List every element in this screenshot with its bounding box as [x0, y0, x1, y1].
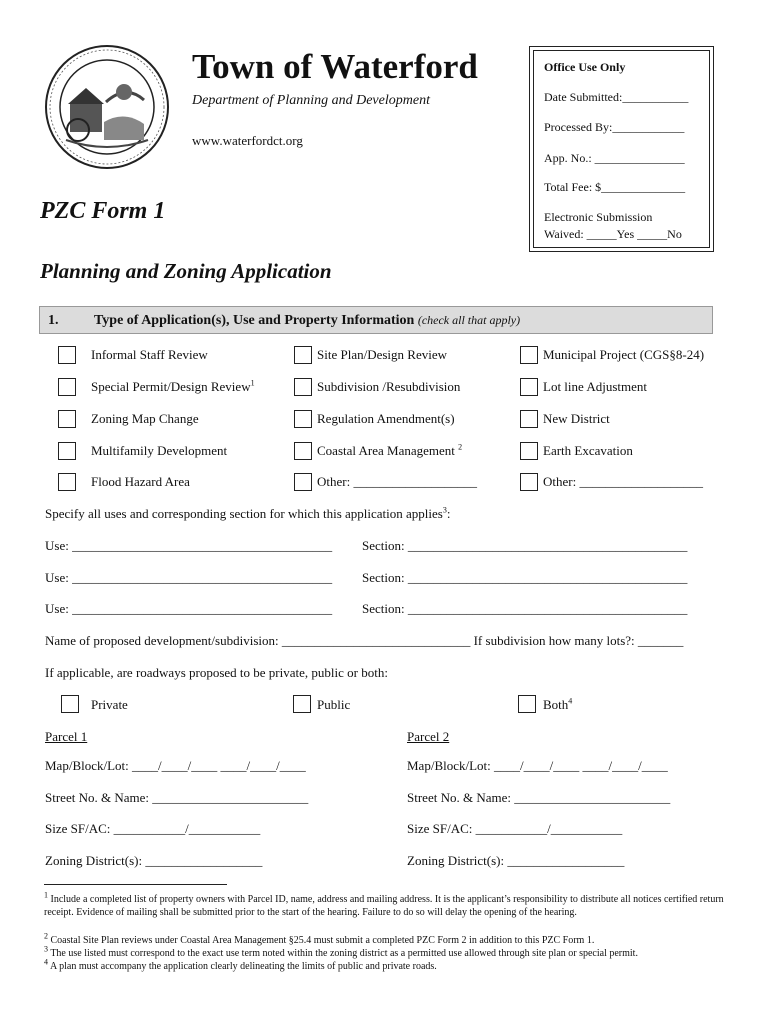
- website-link[interactable]: www.waterfordct.org: [192, 133, 303, 148]
- checkbox-label: [317, 443, 462, 459]
- section-number: 1.: [48, 313, 59, 328]
- checkbox-earth-excavation[interactable]: [520, 442, 538, 460]
- section-note: (check all that apply): [417, 313, 521, 327]
- parcel-2-size[interactable]: Size SF/AC: ___________/___________: [407, 821, 623, 836]
- checkbox-label: Flood Hazard Area: [91, 474, 190, 489]
- town-title: Town of Waterford: [192, 47, 478, 86]
- app-no-field[interactable]: App. No.: _______________: [544, 151, 685, 165]
- footnote-ref: 3: [442, 505, 447, 515]
- checkbox-special-permit[interactable]: [58, 378, 76, 396]
- checkbox-zoning-map[interactable]: [58, 410, 76, 428]
- checkbox-flood-hazard[interactable]: [58, 473, 76, 491]
- specify-uses-prompt: [45, 506, 450, 522]
- footnote-1: [44, 890, 724, 919]
- proposed-development-field[interactable]: Name of proposed development/subdivision: _____________________________ If subdivision how many lots?: _______: [45, 633, 684, 648]
- footnote-text: Include a completed list of property owners with Parcel ID, name, address and mailing address. It is the applicant’s responsibility to distribute all notices certified return receipt. Evidence of mailing shall be submitted prior to the start of the hearing. Failure to do so will delay the opening of the hearing.: [44, 894, 724, 918]
- checkbox-label: [543, 697, 572, 713]
- parcel-2-street[interactable]: Street No. & Name: ________________________: [407, 790, 671, 805]
- parcel-1-street[interactable]: Street No. & Name: ________________________: [45, 790, 309, 805]
- footnote-2: [44, 931, 724, 948]
- other-field-2[interactable]: Other: ___________________: [543, 474, 703, 489]
- parcel-1-size[interactable]: Size SF/AC: ___________/___________: [45, 821, 261, 836]
- checkbox-label: New District: [543, 411, 610, 426]
- parcel-2-title: Parcel 2: [407, 729, 450, 744]
- total-fee-field[interactable]: Total Fee: $______________: [544, 180, 686, 194]
- footnote-divider: [44, 884, 227, 885]
- office-use-title: Office Use Only: [544, 60, 626, 74]
- footnote-4: [44, 957, 724, 974]
- waived-field[interactable]: Waived: _____Yes _____No: [544, 227, 682, 241]
- footnote-ref: 2: [458, 442, 463, 452]
- checkbox-label: [91, 379, 255, 395]
- town-seal-icon: [44, 44, 170, 170]
- checkbox-label: Subdivision /Resubdivision: [317, 379, 461, 394]
- section-field-2[interactable]: Section: ___________________________________________: [362, 570, 688, 585]
- checkbox-label: Site Plan/Design Review: [317, 347, 447, 362]
- office-use-box: [529, 46, 714, 252]
- use-field-1[interactable]: Use: ________________________________________: [45, 538, 333, 553]
- use-field-2[interactable]: Use: ________________________________________: [45, 570, 333, 585]
- footnote-ref: 1: [250, 378, 255, 388]
- label-text: Special Permit/Design Review: [91, 379, 251, 394]
- prompt-text: Specify all uses and corresponding section for which this application applies: [45, 506, 443, 521]
- label-text: Both: [543, 697, 569, 712]
- processed-by-field[interactable]: Processed By:____________: [544, 120, 685, 134]
- use-field-3[interactable]: Use: ________________________________________: [45, 601, 333, 616]
- checkbox-municipal-project[interactable]: [520, 346, 538, 364]
- parcel-1-title: Parcel 1: [45, 729, 88, 744]
- electronic-submission-label: Electronic Submission: [544, 210, 653, 224]
- section-field-3[interactable]: Section: ___________________________________________: [362, 601, 688, 616]
- footnote-3: [44, 944, 724, 961]
- section-title-text: Type of Application(s), Use and Property Information: [94, 313, 415, 328]
- checkbox-label: Private: [91, 697, 128, 712]
- parcel-1-map-block-lot[interactable]: Map/Block/Lot: ____/____/____ ____/____/____: [45, 758, 306, 773]
- checkbox-other-1[interactable]: [294, 473, 312, 491]
- department-name: Department of Planning and Development: [192, 93, 430, 108]
- application-title: Planning and Zoning Application: [40, 259, 332, 283]
- label-text: Coastal Area Management: [317, 443, 455, 458]
- checkbox-new-district[interactable]: [520, 410, 538, 428]
- footnote-text: Coastal Site Plan reviews under Coastal Area Management §25.4 must submit a completed PZC Form 2 in addition to this PZC Form 1.: [50, 935, 595, 946]
- footnote-number: 3: [44, 944, 48, 954]
- checkbox-label: Municipal Project (CGS§8-24): [543, 347, 705, 362]
- checkbox-regulation-amendment[interactable]: [294, 410, 312, 428]
- checkbox-coastal-area[interactable]: [294, 442, 312, 460]
- checkbox-site-plan[interactable]: [294, 346, 312, 364]
- checkbox-label: Public: [317, 697, 351, 712]
- checkbox-label: Informal Staff Review: [91, 347, 208, 362]
- parcel-2-map-block-lot[interactable]: Map/Block/Lot: ____/____/____ ____/____/____: [407, 758, 668, 773]
- checkbox-multifamily[interactable]: [58, 442, 76, 460]
- date-submitted-field[interactable]: Date Submitted:___________: [544, 90, 689, 104]
- checkbox-label: Multifamily Development: [91, 443, 228, 458]
- section-field-1[interactable]: Section: ___________________________________________: [362, 538, 688, 553]
- checkbox-label: Lot line Adjustment: [543, 379, 647, 394]
- checkbox-subdivision[interactable]: [294, 378, 312, 396]
- section-title: [94, 313, 520, 329]
- other-field-1[interactable]: Other: ___________________: [317, 474, 477, 489]
- checkbox-both[interactable]: [518, 695, 536, 713]
- checkbox-label: Regulation Amendment(s): [317, 411, 455, 426]
- checkbox-lot-line[interactable]: [520, 378, 538, 396]
- form-id: PZC Form 1: [40, 198, 166, 224]
- checkbox-private[interactable]: [61, 695, 79, 713]
- footnote-ref: 4: [568, 696, 573, 706]
- checkbox-public[interactable]: [293, 695, 311, 713]
- checkbox-other-2[interactable]: [520, 473, 538, 491]
- footnote-text: A plan must accompany the application clearly delineating the limits of public and private roads.: [49, 961, 437, 972]
- checkbox-label: Earth Excavation: [543, 443, 633, 458]
- footnote-number: 4: [44, 957, 48, 967]
- parcel-1-zoning[interactable]: Zoning District(s): __________________: [45, 853, 263, 868]
- parcel-2-zoning[interactable]: Zoning District(s): __________________: [407, 853, 625, 868]
- checkbox-informal-staff-review[interactable]: [58, 346, 76, 364]
- checkbox-label: Zoning Map Change: [91, 411, 199, 426]
- prompt-colon: :: [446, 506, 451, 521]
- footnote-number: 1: [44, 890, 48, 900]
- roadways-prompt: If applicable, are roadways proposed to be private, public or both:: [45, 665, 388, 680]
- footnote-number: 2: [44, 931, 48, 941]
- footnote-text: The use listed must correspond to the exact use term noted within the zoning district as a permitted use allowed through site plan or special permit.: [50, 948, 638, 959]
